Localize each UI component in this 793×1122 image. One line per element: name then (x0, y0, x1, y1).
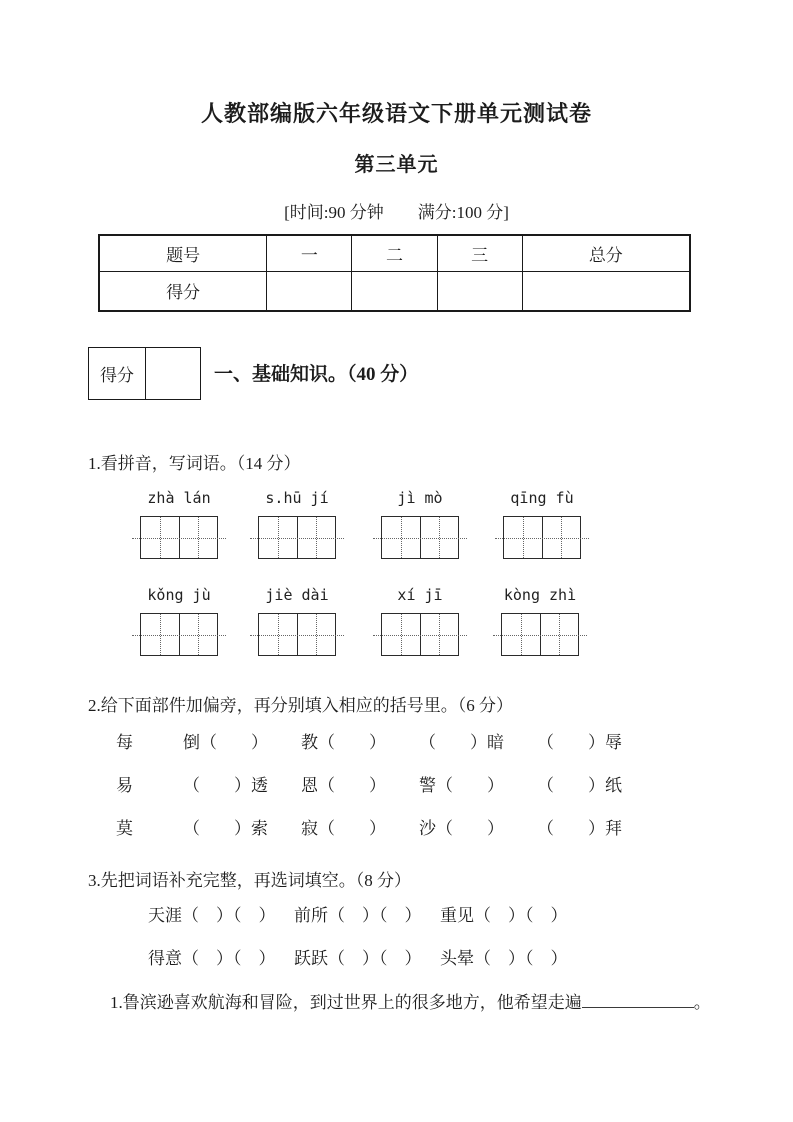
pinyin-word-group (140, 586, 218, 656)
pinyin-label: jì mò (397, 489, 443, 507)
pinyin-label: s.hū jí (265, 489, 329, 507)
pinyin-word-group (258, 489, 336, 559)
q2-item: 警（ ） (419, 776, 504, 795)
score-empty-cell (437, 271, 522, 311)
q2-prompt: 2.给下面部件加偏旁，再分别填入相应的括号里。（6 分） (88, 696, 513, 715)
q3-item: 跃跃（ ）（ ） (294, 949, 422, 968)
q3-row (148, 944, 586, 969)
pinyin-word-group (258, 586, 336, 656)
tianzige-box (140, 516, 218, 559)
q2-item: 每 (116, 733, 133, 752)
defen-label: 得分 (89, 348, 146, 399)
score-empty-cell (522, 271, 690, 311)
q2-item: （ ）辱 (537, 733, 622, 752)
score-table-header-row (99, 235, 690, 271)
q2-row (116, 814, 655, 839)
pinyin-word-group (381, 489, 459, 559)
q2-item: 恩（ ） (301, 776, 386, 795)
q3-item: 前所（ ）（ ） (294, 906, 422, 925)
pinyin-label: kòng zhì (503, 586, 577, 604)
tianzige-box (258, 613, 336, 656)
q2-item: 沙（ ） (419, 819, 504, 838)
q2-row (116, 728, 655, 753)
q2-item: 莫 (116, 819, 133, 838)
defen-empty-cell (146, 348, 200, 399)
score-header-cell: 三 (437, 235, 522, 271)
answer-blank (582, 993, 694, 1008)
q2-row (116, 771, 655, 796)
pinyin-word-group (503, 489, 581, 559)
q3-item: 重见（ ）（ ） (440, 906, 568, 925)
q3-prompt: 3.先把词语补充完整，再选词填空。（8 分） (88, 871, 411, 890)
pinyin-label: jiè dài (265, 586, 329, 604)
pinyin-label: zhà lán (147, 489, 211, 507)
q2-item: （ ）暗 (419, 733, 504, 752)
defen-score-box (88, 347, 201, 400)
q3-sub1-line (110, 988, 711, 1013)
q2-item: 倒（ ） (183, 733, 268, 752)
score-header-cell: 题号 (99, 235, 267, 271)
score-table-body-row (99, 271, 690, 311)
q2-item: 寂（ ） (301, 819, 386, 838)
q2-item: （ ）透 (183, 776, 268, 795)
unit-subtitle: 第三单元 (354, 154, 439, 176)
q2-item: （ ）纸 (537, 776, 622, 795)
q2-item: （ ）拜 (537, 819, 622, 838)
section-1-title: 一、基础知识。（40 分） (214, 364, 419, 385)
pinyin-label: kǒng jù (147, 586, 211, 604)
tianzige-box (381, 613, 459, 656)
tianzige-box (258, 516, 336, 559)
q1-prompt: 1.看拼音，写词语。（14 分） (88, 454, 301, 473)
q3-sub1-period: 。 (693, 993, 711, 1012)
pinyin-word-group (501, 586, 579, 656)
q3-item: 得意（ ）（ ） (148, 949, 276, 968)
q3-sub1-text: 1.鲁滨逊喜欢航海和冒险，到过世界上的很多地方，他希望走遍 (110, 993, 582, 1012)
pinyin-label: qīng fù (510, 489, 574, 507)
score-empty-cell (267, 271, 352, 311)
exam-meta: [时间:90 分钟 满分:100 分] (284, 203, 509, 222)
q3-item: 头晕（ ）（ ） (440, 949, 568, 968)
tianzige-box (503, 516, 581, 559)
score-header-cell: 二 (352, 235, 437, 271)
score-row-label: 得分 (99, 271, 267, 311)
q3-item: 天涯（ ）（ ） (148, 906, 276, 925)
page-title: 人教部编版六年级语文下册单元测试卷 (200, 101, 592, 126)
q2-item: 易 (116, 776, 133, 795)
pinyin-word-group (381, 586, 459, 656)
pinyin-word-group (140, 489, 218, 559)
score-header-cell: 一 (267, 235, 352, 271)
q3-row (148, 901, 586, 926)
score-table (98, 234, 691, 312)
tianzige-box (501, 613, 579, 656)
score-header-cell: 总分 (522, 235, 690, 271)
q2-item: （ ）索 (183, 819, 268, 838)
q2-item: 教（ ） (301, 733, 386, 752)
pinyin-label: xí jī (397, 586, 443, 604)
tianzige-box (140, 613, 218, 656)
tianzige-box (381, 516, 459, 559)
score-empty-cell (352, 271, 437, 311)
